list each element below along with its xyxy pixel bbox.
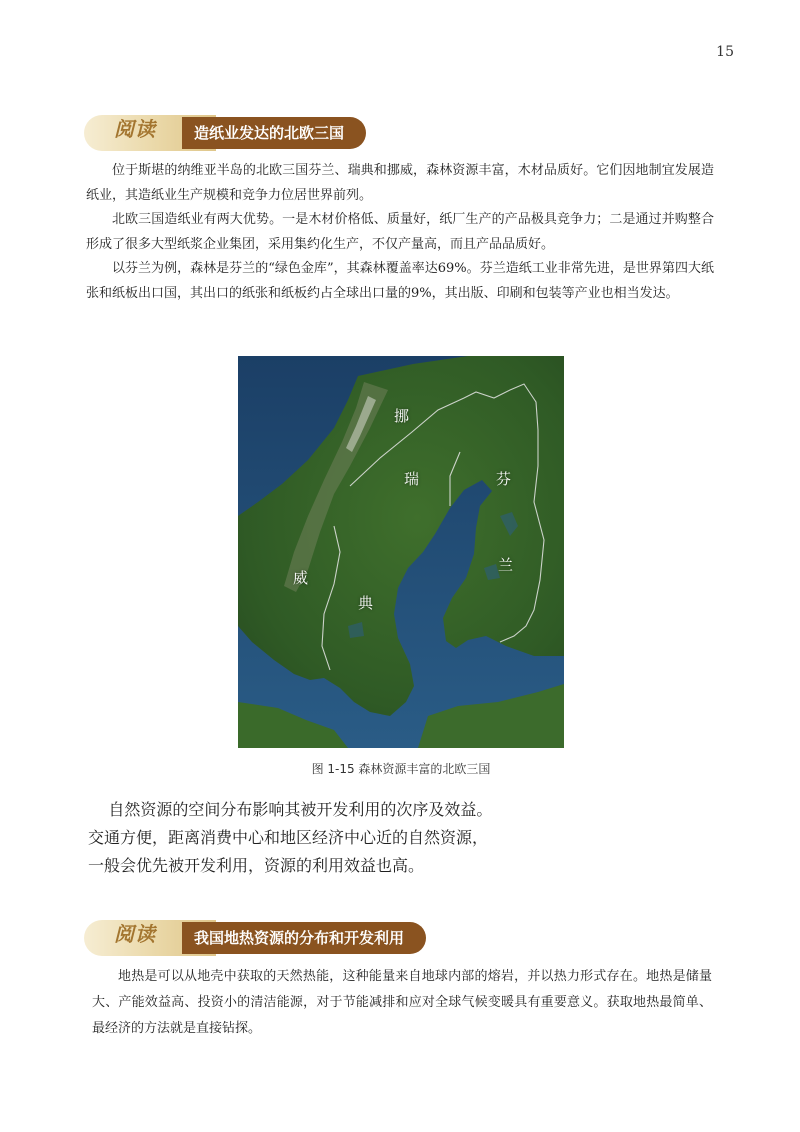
map-label-sweden-1: 瑞 [404, 470, 420, 488]
figure-caption: 图 1-15 森林资源丰富的北欧三国 [311, 762, 491, 776]
main-text-line: 一般会优先被开发利用，资源的利用效益也高。 [88, 856, 425, 875]
main-text-line: 交通方便，距离消费中心和地区经济中心近的自然资源， [88, 828, 489, 847]
reading-tag: 阅读 [114, 922, 156, 946]
reading-passage-geothermal [92, 964, 712, 1042]
reading-banner-paper-industry [84, 115, 374, 151]
reading-banner-geothermal [84, 920, 429, 956]
reading-title: 造纸业发达的北欧三国 [182, 117, 366, 149]
paragraph: 北欧三国造纸业有两大优势。一是木材价格低、质量好，纸厂生产的产品极具竞争力；二是通过并购整合形成了很多大型纸浆企业集团，采用集约化生产，不仅产量高，而且产品品质好。 [86, 212, 714, 252]
map-label-sweden-2: 典 [358, 594, 374, 612]
map-label-norway-1: 挪 [394, 407, 410, 425]
paragraph: 位于斯堪的纳维亚半岛的北欧三国芬兰、瑞典和挪威，森林资源丰富，木材品质好。它们因地制宜发展造纸业，其造纸业生产规模和竞争力位居世界前列。 [86, 163, 714, 203]
map-label-finland-1: 芬 [496, 470, 512, 488]
reading-tag: 阅读 [114, 117, 156, 141]
map-label-finland-2: 兰 [498, 556, 514, 574]
main-text-line: 自然资源的空间分布影响其被开发利用的次序及效益。 [88, 800, 493, 819]
page-number: 15 [716, 44, 734, 60]
nordic-satellite-map [238, 356, 564, 748]
paragraph: 地热是可以从地壳中获取的天然热能，这种能量来自地球内部的熔岩，并以热力形式存在。地热是储量大、产能效益高、投资小的清洁能源，对于节能减排和应对全球气候变暖具有重要意义。获取地热最简单、最经济的方法就是直接钻探。 [92, 969, 712, 1036]
main-text [88, 796, 648, 880]
paragraph: 以芬兰为例，森林是芬兰的“绿色金库”，其森林覆盖率达69%。芬兰造纸工业非常先进，是世界第四大纸张和纸板出口国，其出口的纸张和纸板约占全球出口量的9%，其出版、印刷和包装等产业也相当发达。 [86, 261, 714, 301]
reading-title: 我国地热资源的分布和开发利用 [182, 922, 426, 954]
map-label-norway-2: 威 [293, 569, 309, 587]
reading-passage-paper-industry [86, 159, 714, 306]
